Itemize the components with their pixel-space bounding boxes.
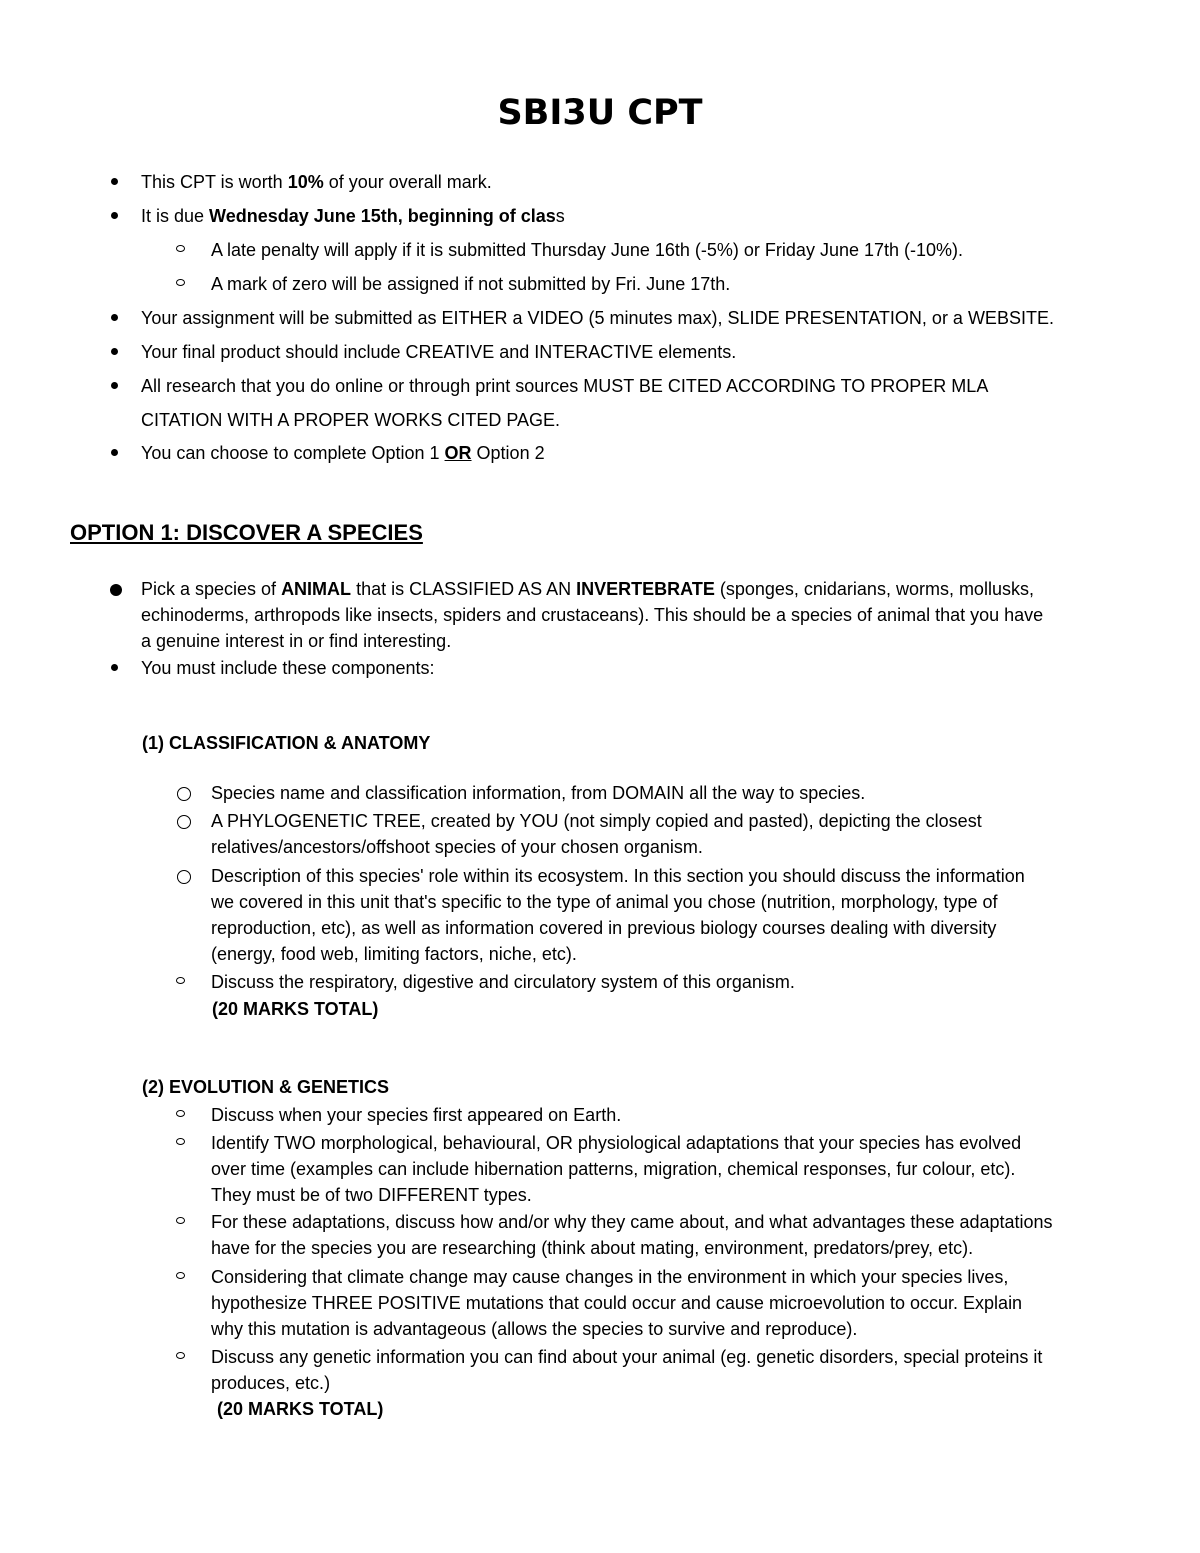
- s2-item-4-line-1: Considering that climate change may cause changes in the environment in which your species lives,: [211, 1267, 1009, 1287]
- bullet-icon: [111, 449, 118, 456]
- page-title: SBI3U CPT: [497, 93, 703, 133]
- option-1-heading: OPTION 1: DISCOVER A SPECIES: [70, 520, 423, 545]
- sub-bullet-icon: [176, 1217, 185, 1224]
- intro-worth-line: [141, 170, 492, 194]
- bold-underlined-text: OR: [444, 443, 472, 463]
- bold-text: INVERTEBRATE: [576, 579, 715, 599]
- s2-item-5-line-1: Discuss any genetic information you can find about your animal (eg. genetic disorders, special proteins it: [211, 1347, 1043, 1367]
- citation-line-2: CITATION WITH A PROPER WORKS CITED PAGE.: [141, 410, 561, 430]
- s1-item-4: Discuss the respiratory, digestive and circulatory system of this organism.: [211, 972, 795, 992]
- s2-item-4-line-3: why this mutation is advantageous (allows the species to survive and reproduce).: [211, 1319, 858, 1339]
- sub-bullet-icon: [176, 1352, 185, 1359]
- sub-bullet-icon: [176, 245, 185, 252]
- species-choice-line-1: [141, 577, 1034, 601]
- s2-item-2-line-3: They must be of two DIFFERENT types.: [211, 1185, 532, 1205]
- s1-marks-total: (20 MARKS TOTAL): [212, 999, 379, 1019]
- s2-item-5-line-2: produces, etc.): [211, 1373, 331, 1393]
- species-choice-line-2: echinoderms, arthropods like insects, spiders and crustaceans). This should be a species of animal that you have: [141, 605, 1044, 625]
- bullet-icon: [110, 584, 122, 596]
- bold-text: Wednesday June 15th, beginning of clas: [209, 206, 556, 226]
- option-choice-line: [141, 441, 545, 465]
- sub-bullet-icon: [177, 787, 191, 801]
- bullet-icon: [111, 664, 118, 671]
- s1-item-1: Species name and classification information, from DOMAIN all the way to species.: [211, 783, 866, 803]
- submission-format-line: Your assignment will be submitted as EITHER a VIDEO (5 minutes max), SLIDE PRESENTATION, or a WEBSITE.: [141, 308, 1054, 328]
- text: (sponges, cnidarians, worms, mollusks,: [714, 579, 1034, 599]
- bullet-icon: [111, 314, 118, 321]
- sub-bullet-icon: [177, 870, 191, 884]
- s1-item-2-line-2: relatives/ancestors/offshoot species of your chosen organism.: [211, 837, 703, 857]
- sub-bullet-icon: [176, 1138, 185, 1145]
- s2-item-2-line-1: Identify TWO morphological, behavioural, OR physiological adaptations that your species has evolved: [211, 1133, 1022, 1153]
- text: s: [555, 206, 565, 226]
- s2-item-4-line-2: hypothesize THREE POSITIVE mutations that could occur and cause microevolution to occur. Explain: [211, 1293, 1023, 1313]
- s1-item-3-line-4: (energy, food web, limiting factors, niche, etc).: [211, 944, 577, 964]
- late-penalty-line: A late penalty will apply if it is submitted Thursday June 16th (-5%) or Friday June 17th (-10%).: [211, 240, 964, 260]
- components-line: You must include these components:: [141, 658, 435, 678]
- s2-item-2-line-2: over time (examples can include hibernation patterns, migration, chemical responses, fur colour, etc).: [211, 1159, 1016, 1179]
- sub-bullet-icon: [176, 977, 185, 984]
- s2-item-3-line-1: For these adaptations, discuss how and/or why they came about, and what advantages these adaptations: [211, 1212, 1053, 1232]
- bold-text: ANIMAL: [281, 579, 352, 599]
- s1-item-3-line-1: Description of this species' role within its ecosystem. In this section you should discuss the information: [211, 866, 1025, 886]
- text: of your overall mark.: [323, 172, 492, 192]
- text: Option 2: [471, 443, 545, 463]
- bullet-icon: [111, 212, 118, 219]
- text: that is CLASSIFIED AS AN: [351, 579, 577, 599]
- sub-bullet-icon: [176, 1272, 185, 1279]
- bold-text: 10%: [287, 172, 324, 192]
- intro-due-line: [141, 204, 565, 228]
- creative-line: Your final product should include CREATIVE and INTERACTIVE elements.: [141, 342, 737, 362]
- bullet-icon: [111, 348, 118, 355]
- zero-mark-line: A mark of zero will be assigned if not submitted by Fri. June 17th.: [211, 274, 731, 294]
- s2-item-3-line-2: have for the species you are researching (think about mating, environment, predators/prey, etc).: [211, 1238, 974, 1258]
- s1-item-2-line-1: A PHYLOGENETIC TREE, created by YOU (not simply copied and pasted), depicting the closest: [211, 811, 982, 831]
- species-choice-line-3: a genuine interest in or find interesting.: [141, 631, 452, 651]
- section-2-heading: (2) EVOLUTION & GENETICS: [142, 1077, 390, 1097]
- section-1-heading: (1) CLASSIFICATION & ANATOMY: [142, 733, 431, 753]
- text: Pick a species of: [141, 579, 282, 599]
- s2-item-1: Discuss when your species first appeared on Earth.: [211, 1105, 622, 1125]
- citation-line-1: All research that you do online or through print sources MUST BE CITED ACCORDING TO PROPER MLA: [141, 376, 989, 396]
- bullet-icon: [111, 178, 118, 185]
- sub-bullet-icon: [176, 279, 185, 286]
- s1-item-3-line-2: we covered in this unit that's specific to the type of animal you chose (nutrition, morphology, type of: [211, 892, 998, 912]
- s2-marks-total: (20 MARKS TOTAL): [217, 1399, 384, 1419]
- sub-bullet-icon: [176, 1110, 185, 1117]
- sub-bullet-icon: [177, 815, 191, 829]
- text: This CPT is worth: [141, 172, 288, 192]
- text: You can choose to complete Option 1: [141, 443, 445, 463]
- bullet-icon: [111, 382, 118, 389]
- s1-item-3-line-3: reproduction, etc), as well as information covered in previous biology courses dealing with diversity: [211, 918, 997, 938]
- text: It is due: [141, 206, 210, 226]
